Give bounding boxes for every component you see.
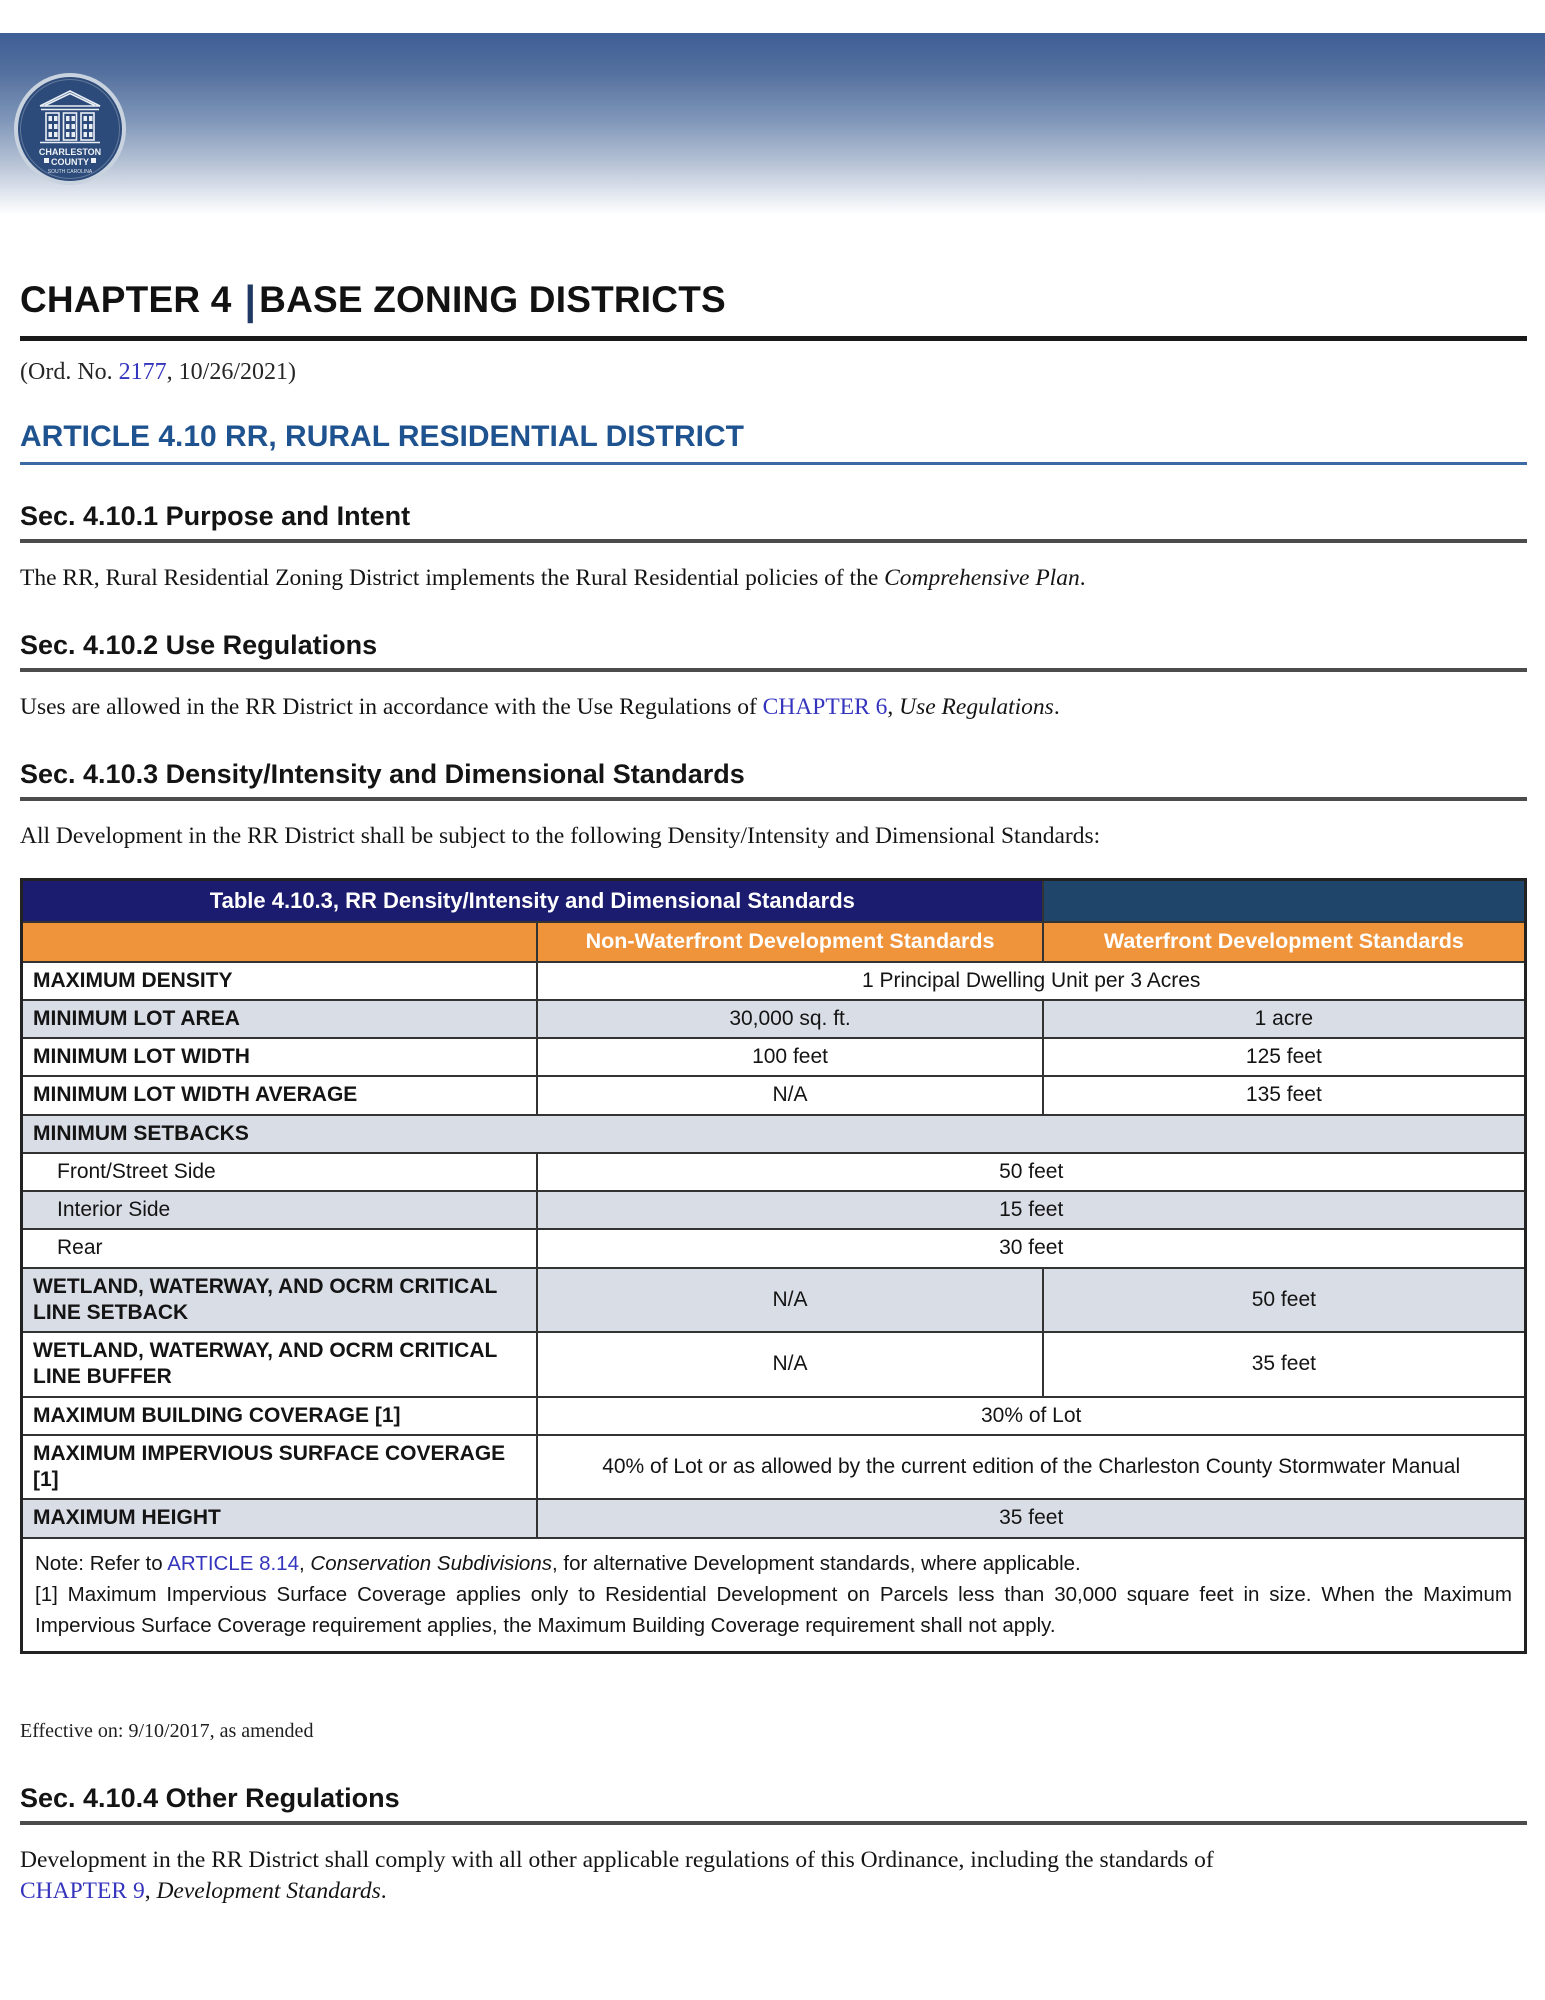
article-heading: ARTICLE 4.10 RR, RURAL RESIDENTIAL DISTRICT [20, 420, 1527, 465]
row-value: 30 feet [537, 1229, 1525, 1267]
table-row-wetland-critical-line-setback [22, 1268, 1526, 1333]
text-run: The RR, Rural Residential Zoning District implements the Rural Residential policies of the [20, 565, 885, 591]
row-value-waterfront: 35 feet [1043, 1332, 1526, 1397]
section-heading-purpose: Sec. 4.10.1 Purpose and Intent [20, 501, 1527, 543]
chapter-title-number: CHAPTER 4 [20, 279, 232, 320]
row-value-non-waterfront: N/A [537, 1076, 1042, 1114]
table-row-maximum-building-coverage [22, 1397, 1526, 1435]
row-label: MINIMUM LOT WIDTH [22, 1038, 538, 1076]
text-run: , for alternative Development standards, where applicable. [551, 1551, 1081, 1575]
table-row-minimum-lot-width-average [22, 1076, 1526, 1114]
text-run: Note: Refer to [35, 1551, 168, 1575]
text-run: Development in the RR District shall comply with all other applicable regulations of this Ordinance, including the standards of [20, 1847, 1214, 1874]
table-row-minimum-lot-area [22, 1000, 1526, 1038]
row-label: MINIMUM SETBACKS [22, 1115, 1526, 1153]
ordinance-suffix: , 10/26/2021) [166, 359, 296, 385]
text-run: Uses are allowed in the RR District in accordance with the Use Regulations of [20, 694, 763, 721]
text-run: . [1079, 565, 1086, 591]
table-row-maximum-height [22, 1499, 1526, 1537]
development-standards-italic: Development Standards [156, 1878, 381, 1905]
row-label: MAXIMUM HEIGHT [22, 1499, 538, 1537]
row-value: 35 feet [537, 1499, 1525, 1537]
table-notes-cell [22, 1538, 1526, 1653]
row-value: 40% of Lot or as allowed by the current edition of the Charleston County Stormwater Manual [537, 1435, 1525, 1500]
row-label: WETLAND, WATERWAY, AND OCRM CRITICAL LINE SETBACK [22, 1268, 538, 1333]
col-header-waterfront: Waterfront Development Standards [1043, 922, 1526, 962]
ordinance-prefix: (Ord. No. [20, 359, 119, 385]
row-value-waterfront: 135 feet [1043, 1076, 1526, 1114]
row-value-non-waterfront: N/A [537, 1332, 1042, 1397]
row-value-non-waterfront: N/A [537, 1268, 1042, 1333]
comprehensive-plan-italic: Comprehensive Plan [884, 565, 1080, 591]
row-value: 15 feet [537, 1191, 1525, 1229]
conservation-subdivisions-italic: Conservation Subdivisions [310, 1551, 552, 1575]
use-regulations-italic: Use Regulations [899, 694, 1054, 721]
row-value-waterfront: 125 feet [1043, 1038, 1526, 1076]
row-label: Interior Side [22, 1191, 538, 1229]
other-regulations-paragraph [20, 1845, 1527, 1907]
table-footnote: [1] Maximum Impervious Surface Coverage applies only to Residential Development on Parcels less than 30,000 square feet in size. When the Maximum Impervious Surface Coverage requirement applies, the Maximum Building Coverage requirement shall not apply. [35, 1582, 1512, 1637]
row-label: MAXIMUM DENSITY [22, 962, 538, 1000]
row-label: MINIMUM LOT AREA [22, 1000, 538, 1038]
effective-date: Effective on: 9/10/2017, as amended [20, 1720, 314, 1743]
standards-table [20, 878, 1527, 1654]
col-header-non-waterfront: Non-Waterfront Development Standards [537, 922, 1042, 962]
seal-text-county: COUNTY [51, 157, 89, 167]
row-value-waterfront: 1 acre [1043, 1000, 1526, 1038]
row-value: 30% of Lot [537, 1397, 1525, 1435]
table-title-spacer [1043, 880, 1526, 922]
row-value-non-waterfront: 30,000 sq. ft. [537, 1000, 1042, 1038]
table-row-minimum-lot-width [22, 1038, 1526, 1076]
text-run: , [299, 1551, 311, 1575]
table-row-interior-side [22, 1191, 1526, 1229]
row-value: 50 feet [537, 1153, 1525, 1191]
table-title-row [22, 880, 1526, 922]
ordinance-number-link[interactable]: 2177 [118, 359, 167, 385]
density-intro-paragraph: All Development in the RR District shall be subject to the following Density/Intensity and Dimensional Standards: [20, 823, 1101, 850]
text-run: , [887, 694, 900, 721]
row-label: MAXIMUM BUILDING COVERAGE [1] [22, 1397, 538, 1435]
table-row-maximum-impervious-surface-coverage [22, 1435, 1526, 1500]
purpose-paragraph [20, 563, 1527, 594]
table-row-rear [22, 1229, 1526, 1267]
table-row-front-street-side [22, 1153, 1526, 1191]
table-row-minimum-setbacks-header [22, 1115, 1526, 1153]
text-run: . [380, 1878, 387, 1905]
section-heading-use: Sec. 4.10.2 Use Regulations [20, 630, 1527, 672]
ordinance-reference [20, 359, 1527, 386]
row-label: Rear [22, 1229, 538, 1267]
seal-text-south-carolina: SOUTH CAROLINA [47, 169, 93, 175]
table-column-header-row [22, 922, 1526, 962]
row-label: MINIMUM LOT WIDTH AVERAGE [22, 1076, 538, 1114]
row-label: WETLAND, WATERWAY, AND OCRM CRITICAL LINE BUFFER [22, 1332, 538, 1397]
chapter-title-separator: | [244, 277, 257, 323]
table-row-maximum-density [22, 962, 1526, 1000]
chapter-title [20, 277, 1527, 341]
table-note [35, 1548, 1512, 1579]
article-8-14-link[interactable]: ARTICLE 8.14 [167, 1551, 299, 1575]
chapter-6-link[interactable]: CHAPTER 6 [762, 694, 888, 721]
text-run: . [1053, 694, 1060, 721]
chapter-9-link[interactable]: CHAPTER 9 [20, 1878, 145, 1905]
table-row-wetland-critical-line-buffer [22, 1332, 1526, 1397]
text-run: , [144, 1878, 157, 1905]
row-value: 1 Principal Dwelling Unit per 3 Acres [537, 962, 1525, 1000]
section-heading-density: Sec. 4.10.3 Density/Intensity and Dimensional Standards [20, 759, 1527, 801]
seal-text-charleston: CHARLESTON [38, 147, 102, 157]
row-value-waterfront: 50 feet [1043, 1268, 1526, 1333]
section-heading-other: Sec. 4.10.4 Other Regulations [20, 1783, 1527, 1825]
row-label: Front/Street Side [22, 1153, 538, 1191]
row-label: MAXIMUM IMPERVIOUS SURFACE COVERAGE [1] [22, 1435, 538, 1500]
row-value-non-waterfront: 100 feet [537, 1038, 1042, 1076]
chapter-title-name: BASE ZONING DISTRICTS [259, 279, 726, 320]
use-paragraph [20, 692, 1527, 723]
col-header-blank [22, 922, 538, 962]
table-title: Table 4.10.3, RR Density/Intensity and Dimensional Standards [22, 880, 1043, 922]
table-note-row [22, 1538, 1526, 1653]
